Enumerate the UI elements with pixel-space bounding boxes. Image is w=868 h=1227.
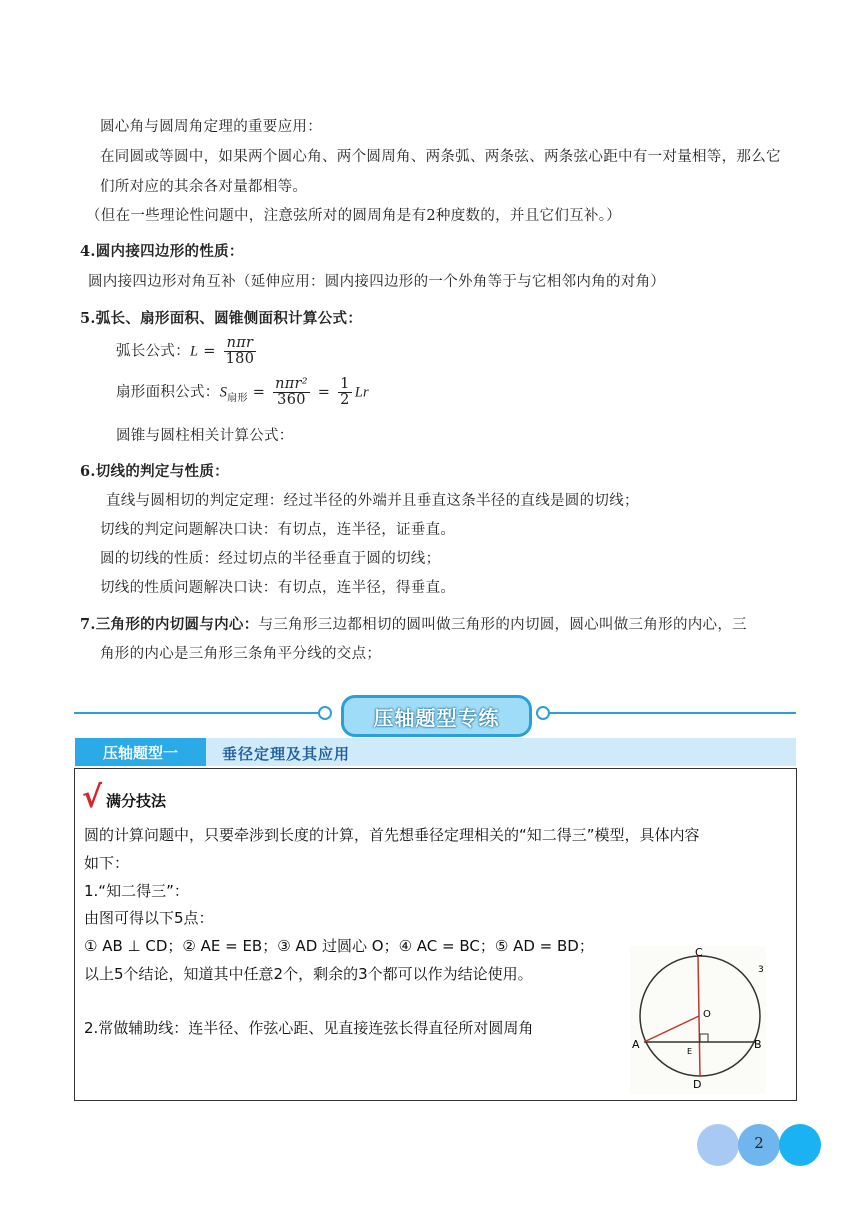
box-line: 以上5个结论，知道其中任意2个，剩余的3个都可以作为结论使用。 [84, 965, 533, 983]
arc-length-formula: 弧长公式：L = $\frac{\text{nπr}}{180}$ [116, 335, 255, 368]
page-dot-left [697, 1124, 739, 1166]
box-line: 如下： [84, 854, 130, 872]
math-symbol: S [219, 384, 228, 401]
denominator: 360 [277, 392, 306, 409]
topic-tag: 压轴题型一 [75, 738, 206, 766]
text-line: 圆的切线的性质：经过切点的半径垂直于圆的切线； [100, 551, 441, 567]
box-line: 1.“知二得三”： [84, 882, 189, 900]
text-line: 直线与圆相切的判定定理：经过半径的外端并且垂直这条半径的直线是圆的切线； [106, 493, 639, 509]
label-mark: 3 [758, 965, 764, 975]
numerator: nπr [224, 336, 257, 352]
formula-label: 弧长公式： [116, 343, 190, 360]
fraction [338, 377, 352, 408]
banner-divider-left [74, 712, 320, 714]
label-c: C [695, 946, 703, 959]
sector-area-formula: 扇形面积公式：$S_{扇形}$ = $\frac{\text{nπr²}}{360}$ = $\frac{1}{2}$ Lr [116, 376, 369, 409]
section-heading: 5.弧长、扇形面积、圆锥侧面积计算公式： [80, 310, 363, 327]
circle-figure [630, 946, 766, 1094]
text-line: 切线的性质问题解决口诀：有切点，连半径，得垂直。 [100, 580, 456, 596]
subscript: 扇形 [227, 392, 248, 404]
banner-divider-right [548, 712, 796, 714]
text-line: 圆内接四边形对角互补（延伸应用：圆内接四边形的一个外角等于与它相邻内角的对角） [88, 274, 666, 290]
fraction [273, 377, 310, 408]
section-7-line [80, 613, 747, 634]
text-line: 在同圆或等圆中，如果两个圆心角、两个圆周角、两条弧、两条弦、两条弦心距中有一对量相等，那么它 [100, 149, 781, 165]
math-symbol: L [190, 343, 199, 360]
text-line: 圆锥与圆柱相关计算公式： [116, 428, 294, 444]
numerator: 1 [340, 376, 350, 392]
box-line: 2.常做辅助线：连半径、作弦心距、见直接连弦长得直径所对圆周角 [84, 1019, 534, 1037]
check-icon: √ [82, 780, 103, 815]
fraction [224, 336, 257, 367]
numerator: nπr² [275, 376, 308, 392]
topic-bar [75, 738, 796, 766]
page-dot-right [779, 1124, 821, 1166]
label-a: A [632, 1038, 640, 1051]
topic-title: 垂径定理及其应用 [222, 745, 351, 763]
label-e: E [687, 1047, 693, 1056]
text-line: 切线的判定问题解决口诀：有切点，连半径，证垂直。 [100, 522, 456, 538]
text-inline: 与三角形三边都相切的圆叫做三角形的内切圆，圆心叫做三角形的内心，三 [258, 617, 747, 633]
page-number: 2 [754, 1134, 764, 1152]
section-heading: 4.圆内接四边形的性质： [80, 243, 244, 260]
text-line: 角形的内心是三角形三条角平分线的交点； [100, 646, 382, 662]
formula-label: 扇形面积公式： [116, 384, 220, 401]
text-line: （但在一些理论性问题中，注意弦所对的圆周角是有2种度数的，并且它们互补。） [86, 208, 622, 224]
denominator: 180 [225, 351, 255, 368]
banner-dot-left [318, 706, 332, 720]
box-line: ① AB ⊥ CD；② AE = EB；③ AD 过圆心 O；④ AC = BC；⑤ AD = BD； [84, 937, 594, 955]
section-heading: 7.三角形的内切圆与内心： [80, 616, 259, 633]
text-line: 圆心角与圆周角定理的重要应用： [100, 119, 322, 135]
label-d: D [693, 1078, 702, 1091]
math-symbol: Lr [354, 384, 369, 401]
label-b: B [754, 1038, 762, 1051]
box-heading: 满分技法 [106, 792, 167, 810]
label-o: O [703, 1009, 711, 1020]
banner-title: 压轴题型专练 [373, 705, 500, 730]
section-banner [341, 695, 532, 737]
box-line: 圆的计算问题中，只要牵涉到长度的计算，首先想垂径定理相关的“知二得三”模型，具体内容 [84, 826, 700, 844]
section-heading: 6.切线的判定与性质： [80, 463, 229, 480]
denominator: 2 [340, 392, 350, 409]
box-line: 由图可得以下5点： [84, 909, 214, 927]
text-line: 们所对应的其余各对量都相等。 [100, 179, 308, 195]
banner-dot-right [536, 706, 550, 720]
